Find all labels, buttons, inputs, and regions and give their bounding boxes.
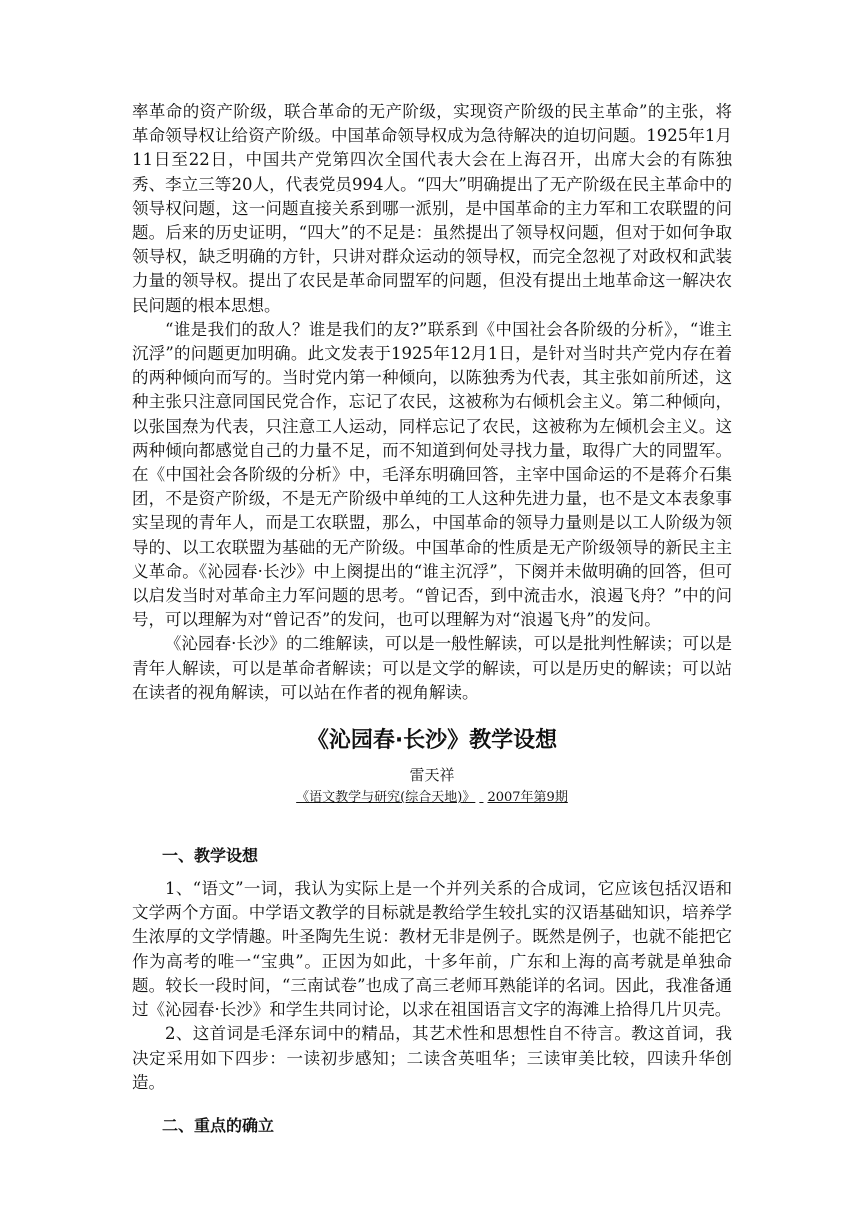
document-page (132, 100, 732, 1147)
section-heading: 二、重点的确立 (162, 1115, 275, 1135)
article-author: 雷天祥 (409, 766, 455, 785)
article-source (132, 789, 732, 807)
source-journal: 《语文教学与研究(综合天地)》 (296, 790, 476, 806)
article-title: 《沁园春·长沙》教学设想 (306, 728, 558, 754)
source-issue: 2007年第9期 (487, 790, 568, 806)
body-paragraph: 《沁园春·长沙》的二维解读，可以是一般性解读，可以是批判性解读；可以是青年人解读，可以是革命者解读；可以是文学的解读，可以是历史的解读；可以站在读者的视角解读，可以站在作者的视角解读。 (132, 634, 732, 702)
section-paragraph: 1、“语文”一词，我认为实际上是一个并列关系的合成词，它应该包括汉语和文学两个方面。中学语文教学的目标就是教给学生较扎实的汉语基础知识，培养学生浓厚的文学情趣。叶圣陶先生说：教材无非是例子。既然是例子，也就不能把它作为高考的唯一“宝典”。正因为如此，十多年前，广东和上海的高考就是单独命题。较长一段时间，“三南试卷”也成了高三老师耳熟能详的名词。因此，我准备通过《沁园春·长沙》和学生共同讨论，以求在祖国语言文字的海滩上拾得几片贝壳。 (132, 879, 732, 1020)
section-paragraph: 2、这首词是毛泽东词中的精品，其艺术性和思想性自不待言。教这首词，我决定采用如下四步：一读初步感知；二读含英咀华；三读审美比较，四读升华创造。 (132, 1024, 732, 1092)
body-paragraph: 率革命的资产阶级，联合革命的无产阶级，实现资产阶级的民主革命”的主张，将革命领导权让给资产阶级。中国革命领导权成为急待解决的迫切问题。1925年1月11日至22日，中国共产党第四次全国代表大会在上海召开，出席大会的有陈独秀、李立三等20人，代表党员994人。“四大”明确提出了无产阶级在民主革命中的领导权问题，这一问题直接关系到哪一派别，是中国革命的主力军和工农联盟的问题。后来的历史证明，“四大”的不足是：虽然提出了领导权问题，但对于如何争取领导权，缺乏明确的方针，只讲对群众运动的领导权，而完全忽视了对政权和武装力量的领导权。提出了农民是革命同盟军的问题，但没有提出土地革命这一解决农民问题的根本思想。 (132, 102, 732, 315)
body-paragraph: “谁是我们的敌人？谁是我们的友?”联系到《中国社会各阶级的分析》，“谁主沉浮”的问题更加明确。此文发表于1925年12月1日，是针对当时共产党内存在着的两种倾向而写的。当时党内第一种倾向，以陈独秀为代表，其主张如前所述，这种主张只注意同国民党合作，忘记了农民，这被称为右倾机会主义。第二种倾向，以张国焘为代表，只注意工人运动，同样忘记了农民，这被称为左倾机会主义。这两种倾向都感觉自己的力量不足，而不知道到何处寻找力量，取得广大的同盟军。在《中国社会各阶级的分析》中，毛泽东明确回答，主宰中国命运的不是蒋介石集团，不是资产阶级，不是无产阶级中单纯的工人这种先进力量，也不是文本表象事实呈现的青年人，而是工农联盟，那么，中国革命的领导力量则是以工人阶级为领导的、以工农联盟为基础的无产阶级。中国革命的性质是无产阶级领导的新民主主义革命。《沁园春·长沙》中上阕提出的“谁主沉浮”，下阕并未做明确的回答，但可以启发当时对革命主力军问题的思考。“曾记否，到中流击水，浪遏飞舟？”中的问号，可以理解为对“曾记否”的发问，也可以理解为对“浪遏飞舟”的发问。 (132, 319, 732, 630)
section-heading: 一、教学设想 (162, 846, 259, 866)
